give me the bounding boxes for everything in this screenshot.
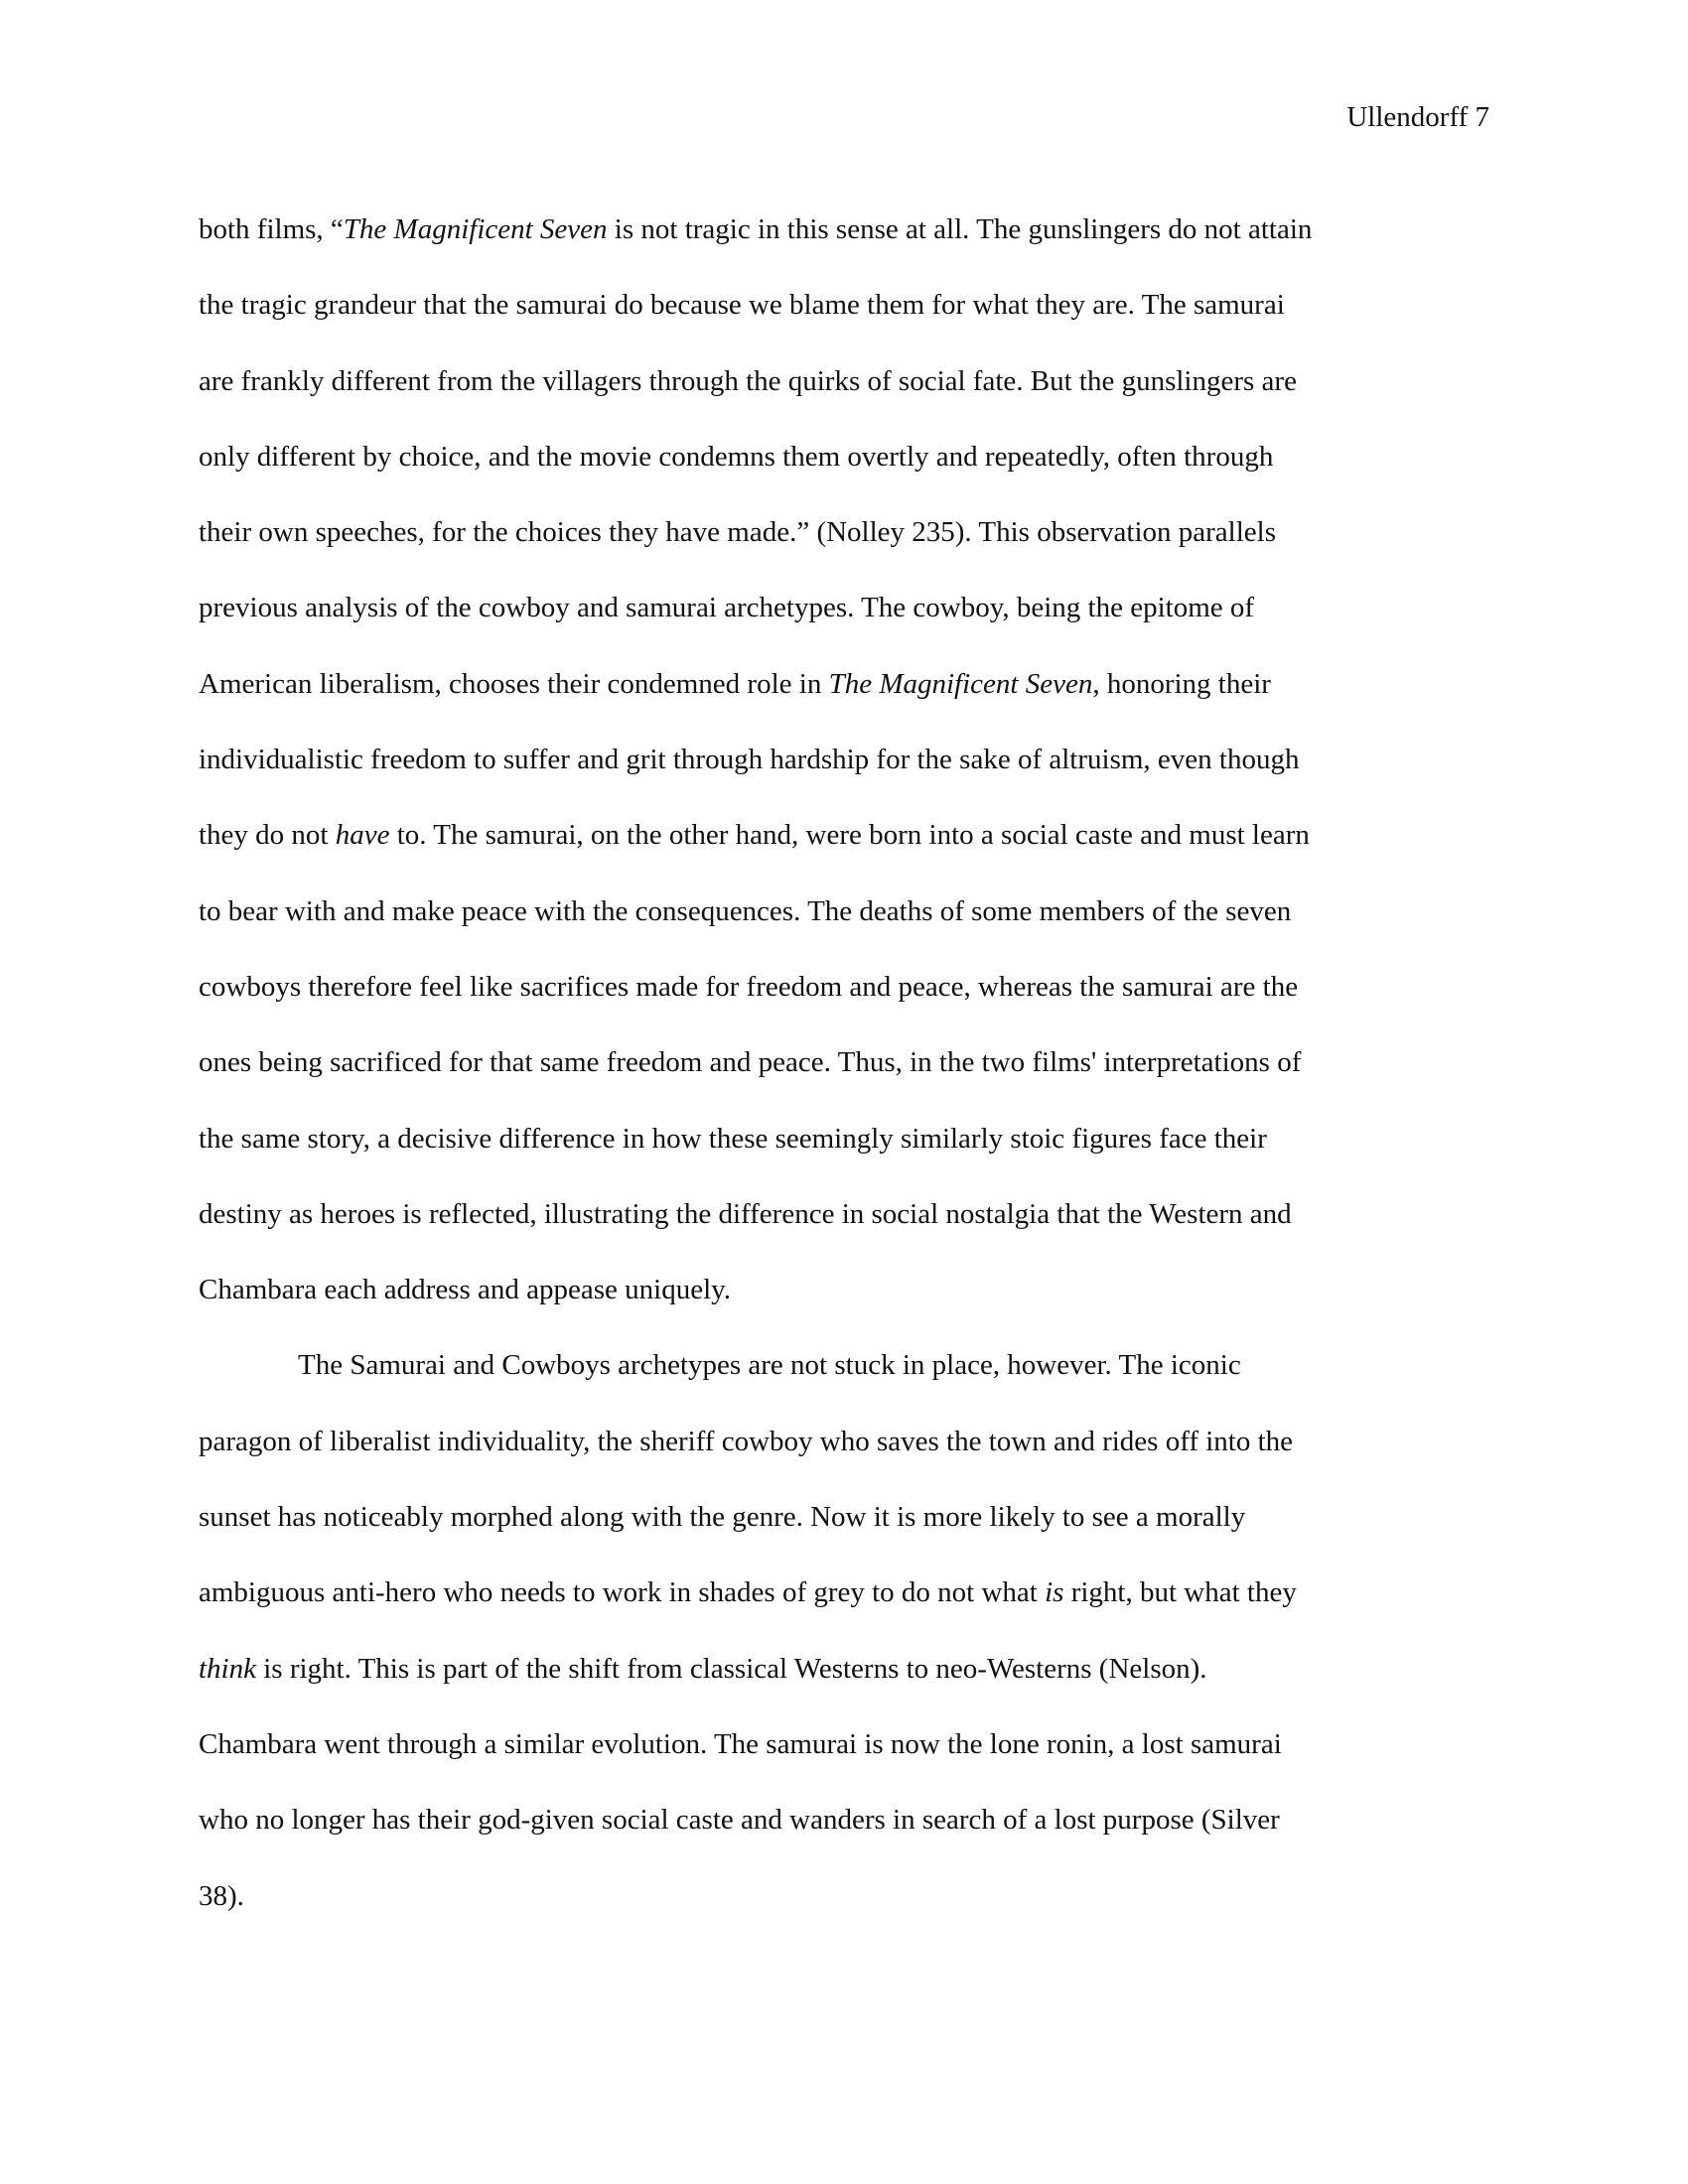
text-segment: American liberalism, chooses their condemned role in xyxy=(199,667,829,700)
text-segment: Chambara went through a similar evolution. The samurai is now the lone ronin, a lost samurai xyxy=(199,1727,1282,1760)
text-line xyxy=(199,1631,1489,1706)
text-segment: is not tragic in this sense at all. The gunslingers do not attain xyxy=(607,213,1313,245)
text-segment: individualistic freedom to suffer and grit through hardship for the sake of altruism, even though xyxy=(199,744,1300,776)
text-segment: to. The samurai, on the other hand, were born into a social caste and must learn xyxy=(389,819,1310,852)
text-line xyxy=(199,1858,1489,1934)
text-line xyxy=(199,874,1489,949)
text-line xyxy=(199,1101,1489,1176)
text-line xyxy=(199,1479,1489,1555)
text-segment: their own speeches, for the choices they have made.” (Nolley 235). This observation parallels xyxy=(199,516,1276,549)
body-text xyxy=(199,192,1489,1934)
text-segment: both films, “ xyxy=(199,213,344,245)
text-segment: paragon of liberalist individuality, the sheriff cowboy who saves the town and rides off into the xyxy=(199,1425,1294,1457)
text-segment: ambiguous anti-hero who needs to work in shades of grey to do not what xyxy=(199,1576,1046,1609)
text-line xyxy=(199,1327,1489,1403)
text-segment: are frankly different from the villagers through the quirks of social fate. But the gunslingers are xyxy=(199,364,1297,397)
text-segment: right, but what they xyxy=(1063,1576,1297,1609)
text-line xyxy=(199,419,1489,494)
paragraph xyxy=(199,192,1489,1327)
paragraph xyxy=(199,1327,1489,1933)
text-segment: only different by choice, and the movie condemns them overtly and repeatedly, often through xyxy=(199,440,1274,473)
text-line xyxy=(199,1176,1489,1252)
text-line xyxy=(199,267,1489,342)
text-segment: the tragic grandeur that the samurai do because we blame them for what they are. The samurai xyxy=(199,289,1285,322)
italic-text: have xyxy=(335,819,390,852)
text-line xyxy=(199,570,1489,645)
text-line xyxy=(199,1706,1489,1782)
italic-text: The Magnificent Seven xyxy=(343,213,608,245)
text-segment: the same story, a decisive difference in how these seemingly similarly stoic figures face their xyxy=(199,1122,1267,1155)
text-line xyxy=(199,343,1489,419)
text-line xyxy=(199,1782,1489,1857)
text-line xyxy=(199,949,1489,1024)
text-line xyxy=(199,646,1489,722)
text-segment: they do not xyxy=(199,819,336,852)
text-segment: who no longer has their god-given social caste and wanders in search of a lost purpose (Silver xyxy=(199,1804,1280,1837)
text-segment: destiny as heroes is reflected, illustrating the difference in social nostalgia that the Western and xyxy=(199,1197,1292,1230)
italic-text: is xyxy=(1045,1576,1064,1609)
text-segment: sunset has noticeably morphed along with the genre. Now it is more likely to see a morally xyxy=(199,1501,1246,1534)
italic-text: The Magnificent Seven xyxy=(828,667,1093,700)
text-segment: is right. This is part of the shift from classical Westerns to neo-Westerns (Nelson). xyxy=(256,1652,1207,1685)
text-line xyxy=(199,1024,1489,1100)
text-segment: to bear with and make peace with the consequences. The deaths of some members of the seven xyxy=(199,894,1292,927)
text-line xyxy=(199,192,1489,267)
text-segment: cowboys therefore feel like sacrifices made for freedom and peace, whereas the samurai are the xyxy=(199,970,1299,1003)
running-header: Ullendorff 7 xyxy=(1346,101,1489,133)
text-line xyxy=(199,1555,1489,1630)
text-segment: 38). xyxy=(199,1879,244,1912)
text-segment: , honoring their xyxy=(1092,667,1271,700)
text-segment: ones being sacrificed for that same freedom and peace. Thus, in the two films' interpretations of xyxy=(199,1046,1302,1079)
text-segment: previous analysis of the cowboy and samurai archetypes. The cowboy, being the epitome of xyxy=(199,592,1255,624)
text-line xyxy=(199,1404,1489,1479)
text-segment: Chambara each address and appease uniquely. xyxy=(199,1274,732,1306)
text-line xyxy=(199,797,1489,873)
italic-text: think xyxy=(199,1652,256,1685)
text-line xyxy=(199,722,1489,797)
text-line xyxy=(199,1252,1489,1327)
text-segment: The Samurai and Cowboys archetypes are not stuck in place, however. The iconic xyxy=(298,1349,1241,1382)
text-line xyxy=(199,494,1489,570)
